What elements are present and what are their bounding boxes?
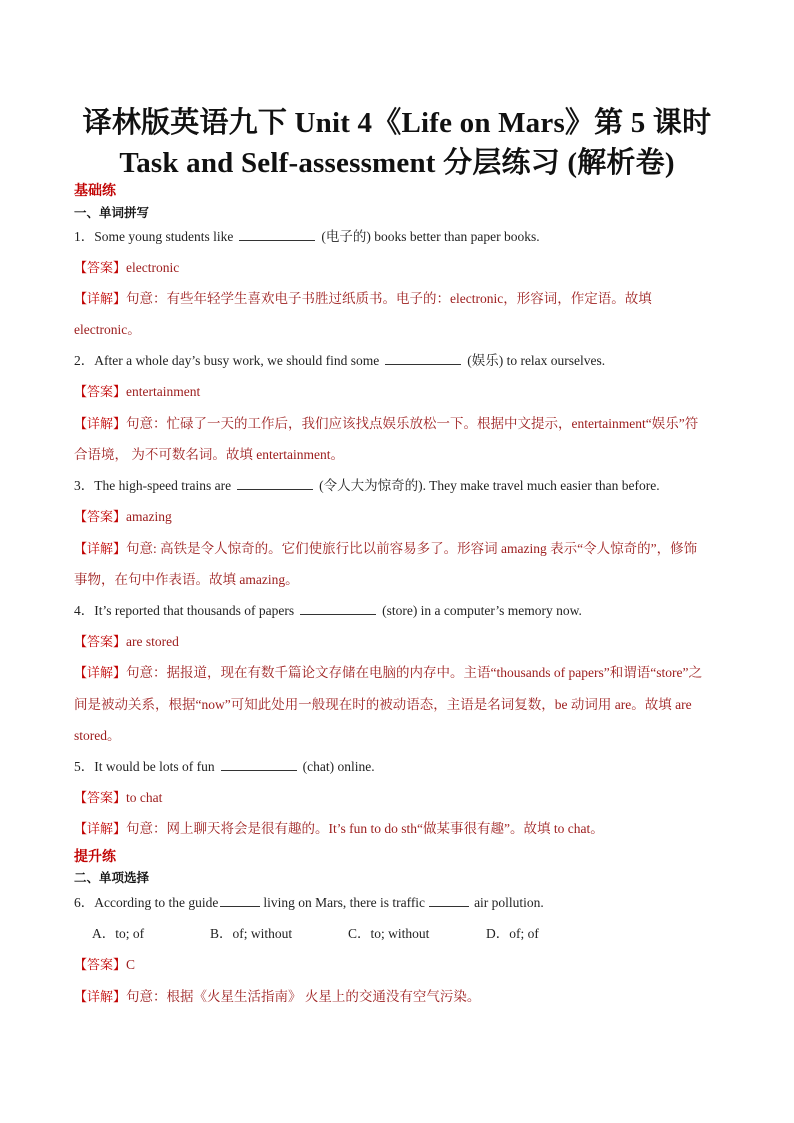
title-line-1: 译林版英语九下 Unit 4《Life on Mars》第 5 课时	[82, 107, 712, 139]
q2-answer: entertainment	[126, 384, 201, 399]
answer-2	[74, 376, 734, 408]
answer-1	[74, 252, 734, 284]
detail-tag: 【详解】	[74, 666, 127, 681]
q4-explanation: 句意：据报道，现在有数千篇论文存储在电脑的内存中。主语“thousands of papers”和谓语“store”之	[126, 665, 702, 680]
q4-answer: are stored	[126, 634, 179, 649]
explanation-4	[74, 657, 734, 689]
q1-text-post: (电子的) books better than paper books.	[321, 229, 540, 244]
q5-answer: to chat	[126, 790, 163, 805]
section-advanced: 提升练	[74, 849, 116, 865]
answer-3	[74, 501, 734, 533]
question-3	[74, 470, 734, 501]
q2-text-pre: 2．After a whole day’s busy work, we should find some	[74, 353, 380, 368]
option-d[interactable]: D．of; of	[486, 926, 539, 941]
explanation-3	[74, 533, 734, 565]
detail-tag: 【详解】	[74, 292, 127, 307]
explanation-2-cont: 合语境， 为不可数名词。故填 entertainment。	[74, 447, 344, 462]
q5-explanation: 句意：网上聊天将会是很有趣的。It’s fun to do sth“做某事很有趣”。故填 to chat。	[126, 821, 604, 836]
detail-tag: 【详解】	[74, 417, 127, 432]
q4-text-post: (store) in a computer’s memory now.	[382, 603, 582, 618]
explanation-4-cont: 间是被动关系，根据“now”可知此处用一般现在时的被动语态，主语是名词复数，be 动词用 are。故填 are	[74, 697, 692, 712]
question-1	[74, 221, 734, 252]
answer-blank	[385, 350, 461, 365]
q3-text-pre: 3．The high-speed trains are	[74, 478, 232, 493]
q3-answer: amazing	[126, 509, 172, 524]
option-c[interactable]: C．to; without	[348, 926, 430, 941]
option-a[interactable]: A．to; of	[92, 926, 145, 941]
answer-blank	[220, 892, 260, 907]
part1-heading: 一、单词拼写	[74, 205, 150, 220]
explanation-4-cont-2: stored。	[74, 728, 121, 743]
answer-blank	[221, 756, 297, 771]
question-5	[74, 751, 734, 782]
explanation-2	[74, 408, 734, 440]
answer-4	[74, 626, 734, 658]
explanation-1-cont: electronic。	[74, 322, 141, 337]
q5-text-pre: 5．It would be lots of fun	[74, 759, 215, 774]
detail-tag: 【详解】	[74, 542, 127, 557]
q3-text-post: (令人大为惊奇的). They make travel much easier than before.	[319, 478, 660, 493]
explanation-5	[74, 813, 734, 845]
title-line-2: Task and Self-assessment 分层练习 (解析卷)	[119, 147, 675, 179]
part2-heading: 二、单项选择	[74, 870, 150, 885]
question-4	[74, 595, 734, 626]
answer-blank	[300, 600, 376, 615]
q5-text-post: (chat) online.	[302, 759, 375, 774]
answer-blank	[237, 475, 313, 490]
q4-text-pre: 4．It’s reported that thousands of papers	[74, 603, 295, 618]
q6-text-post: air pollution.	[474, 895, 544, 910]
q6-text-mid: living on Mars, there is traffic	[263, 895, 426, 910]
answer-tag: 【答案】	[74, 261, 127, 276]
detail-tag: 【详解】	[74, 822, 127, 837]
q1-text-pre: 1．Some young students like	[74, 229, 234, 244]
q6-explanation: 句意：根据《火星生活指南》 火星上的交通没有空气污染。	[126, 989, 481, 1004]
question-2	[74, 345, 734, 376]
answer-tag: 【答案】	[74, 958, 127, 973]
option-b[interactable]: B．of; without	[210, 926, 293, 941]
section-basic: 基础练	[74, 183, 116, 199]
answer-tag: 【答案】	[74, 510, 127, 525]
answer-tag: 【答案】	[74, 385, 127, 400]
detail-tag: 【详解】	[74, 990, 127, 1005]
q6-options	[92, 918, 752, 949]
answer-5	[74, 782, 734, 814]
answer-blank	[429, 892, 469, 907]
q1-explanation: 句意：有些年轻学生喜欢电子书胜过纸质书。电子的：electronic，形容词，作定语。故填	[126, 291, 652, 306]
explanation-3-cont: 事物，在句中作表语。故填 amazing。	[74, 572, 299, 587]
q6-answer: C	[126, 957, 136, 972]
explanation-6	[74, 981, 734, 1013]
question-6	[74, 887, 734, 918]
answer-tag: 【答案】	[74, 635, 127, 650]
q1-answer: electronic	[126, 260, 180, 275]
q6-text-pre: 6．According to the guide	[74, 895, 219, 910]
answer-blank	[239, 226, 315, 241]
answer-6	[74, 949, 734, 981]
answer-tag: 【答案】	[74, 791, 127, 806]
q3-explanation: 句意: 高铁是令人惊奇的。它们使旅行比以前容易多了。形容词 amazing 表示“令人惊奇的”，修饰	[126, 541, 698, 556]
q2-explanation: 句意：忙碌了一天的工作后，我们应该找点娱乐放松一下。根据中文提示，entertainment“娱乐”符	[126, 416, 699, 431]
explanation-1	[74, 283, 734, 315]
q2-text-post: (娱乐) to relax ourselves.	[467, 353, 606, 368]
